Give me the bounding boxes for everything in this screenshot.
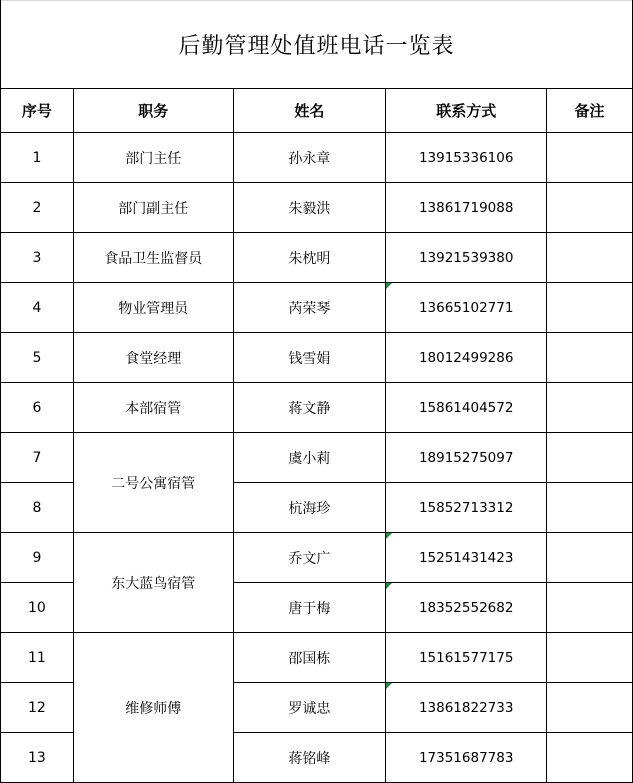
cell-note (547, 333, 633, 383)
cell-name: 乔文广 (233, 533, 386, 583)
cell-role: 部门主任 (73, 133, 233, 183)
cell-name: 孙永章 (233, 133, 386, 183)
cell-role-merged: 维修师傅 (73, 633, 233, 783)
table-row (1, 633, 633, 683)
cell-note (547, 633, 633, 683)
cell-phone: 18012499286 (386, 333, 547, 383)
cell-note (547, 133, 633, 183)
cell-phone-text: 13861822733 (418, 699, 514, 716)
cell-no: 11 (1, 633, 74, 683)
cell-no: 1 (1, 133, 74, 183)
cell-no: 6 (1, 383, 74, 433)
cell-phone: 13921539380 (386, 233, 547, 283)
table-header-row (1, 89, 633, 133)
cell-note-marker (386, 683, 392, 689)
cell-name: 钱雪娟 (233, 333, 386, 383)
cell-no: 3 (1, 233, 74, 283)
cell-role: 物业管理员 (73, 283, 233, 333)
cell-phone: 18915275097 (386, 433, 547, 483)
cell-name: 芮荣琴 (233, 283, 386, 333)
cell-note (547, 683, 633, 733)
table-row (1, 333, 633, 383)
cell-role-merged: 东大蓝鸟宿管 (73, 533, 233, 633)
header-phone: 联系方式 (386, 89, 547, 133)
table-row (1, 433, 633, 483)
cell-role: 本部宿管 (73, 383, 233, 433)
cell-role: 食品卫生监督员 (73, 233, 233, 283)
header-no: 序号 (1, 89, 74, 133)
cell-no: 4 (1, 283, 74, 333)
cell-note (547, 533, 633, 583)
cell-phone-text: 13665102771 (418, 299, 514, 316)
cell-note (547, 433, 633, 483)
table-row (1, 183, 633, 233)
cell-no: 8 (1, 483, 74, 533)
page-title: 后勤管理处值班电话一览表 (178, 33, 455, 59)
cell-name: 杭海珍 (233, 483, 386, 533)
table-row (1, 233, 633, 283)
cell-note (547, 583, 633, 633)
cell-phone: 17351687783 (386, 733, 547, 783)
cell-note (547, 383, 633, 433)
header-note: 备注 (547, 89, 633, 133)
cell-phone: 13861719088 (386, 183, 547, 233)
cell-role-merged: 二号公寓宿管 (73, 433, 233, 533)
table-row (1, 283, 633, 333)
cell-name: 唐于梅 (233, 583, 386, 633)
cell-name: 罗诚忠 (233, 683, 386, 733)
cell-name: 邵国栋 (233, 633, 386, 683)
cell-name: 蒋铭峰 (233, 733, 386, 783)
cell-note (547, 483, 633, 533)
cell-phone (386, 583, 547, 633)
cell-phone (386, 533, 547, 583)
cell-note-marker (386, 583, 392, 589)
cell-no: 2 (1, 183, 74, 233)
cell-note (547, 233, 633, 283)
cell-phone (386, 283, 547, 333)
header-name: 姓名 (233, 89, 386, 133)
table-row (1, 133, 633, 183)
cell-no: 5 (1, 333, 74, 383)
cell-phone: 15852713312 (386, 483, 547, 533)
cell-note (547, 283, 633, 333)
table-row (1, 383, 633, 433)
cell-note (547, 183, 633, 233)
cell-note-marker (386, 533, 392, 539)
cell-phone: 13915336106 (386, 133, 547, 183)
cell-no: 10 (1, 583, 74, 633)
cell-name: 朱毅洪 (233, 183, 386, 233)
header-role: 职务 (73, 89, 233, 133)
cell-phone: 15161577175 (386, 633, 547, 683)
cell-note (547, 733, 633, 783)
duty-phone-table (0, 88, 633, 783)
cell-role: 部门副主任 (73, 183, 233, 233)
cell-phone (386, 683, 547, 733)
cell-name: 虞小莉 (233, 433, 386, 483)
cell-no: 7 (1, 433, 74, 483)
cell-no: 12 (1, 683, 74, 733)
cell-phone-text: 15251431423 (418, 549, 514, 566)
cell-phone-text: 18352552682 (418, 599, 514, 616)
cell-name: 朱枕明 (233, 233, 386, 283)
cell-note-marker (386, 283, 392, 289)
cell-role: 食堂经理 (73, 333, 233, 383)
cell-no: 13 (1, 733, 74, 783)
table-row (1, 533, 633, 583)
cell-no: 9 (1, 533, 74, 583)
cell-phone: 15861404572 (386, 383, 547, 433)
cell-name: 蒋文静 (233, 383, 386, 433)
